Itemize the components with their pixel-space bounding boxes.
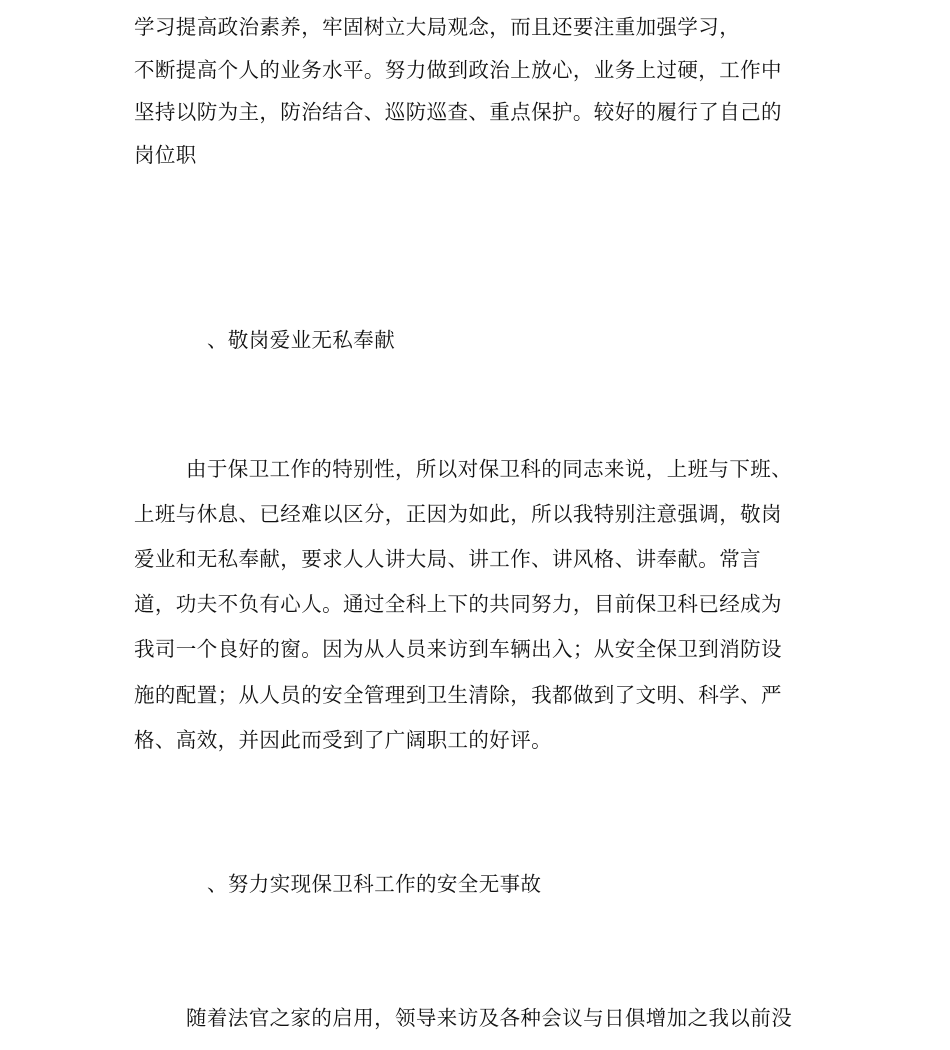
- paragraph-line: 格、高效，并因此而受到了广阔职工的好评。: [134, 728, 552, 752]
- paragraph-line: 学习提高政治素养，牢固树立大局观念，而且还要注重加强学习，: [134, 15, 741, 39]
- paragraph-line: 道，功夫不负有心人。通过全科上下的共同努力，目前保卫科已经成为: [134, 592, 782, 616]
- paragraph-line: 不断提高个人的业务水平。努力做到政治上放心，业务上过硬，工作中: [134, 58, 782, 82]
- paragraph-line: 我司一个良好的窗。因为从人员来访到车辆出入；从安全保卫到消防设: [134, 637, 782, 661]
- paragraph-line: 施的配置；从人员的安全管理到卫生清除，我都做到了文明、科学、严: [134, 683, 782, 707]
- paragraph-line: 随着法官之家的启用，领导来访及各种会议与日俱增加之我以前没: [186, 1006, 793, 1030]
- section-heading: 、努力实现保卫科工作的安全无事故: [207, 872, 542, 896]
- section-heading: 、敬岗爱业无私奉献: [207, 328, 396, 352]
- paragraph-line: 上班与休息、已经难以区分，正因为如此，所以我特别注意强调，敬岗: [134, 502, 782, 526]
- paragraph-line: 由于保卫工作的特别性，所以对保卫科的同志来说，上班与下班、: [186, 457, 793, 481]
- paragraph-line: 岗位职: [134, 143, 197, 167]
- paragraph-line: 爱业和无私奉献，要求人人讲大局、讲工作、讲风格、讲奉献。常言: [134, 547, 761, 571]
- paragraph-line: 坚持以防为主，防治结合、巡防巡查、重点保护。较好的履行了自己的: [134, 100, 782, 124]
